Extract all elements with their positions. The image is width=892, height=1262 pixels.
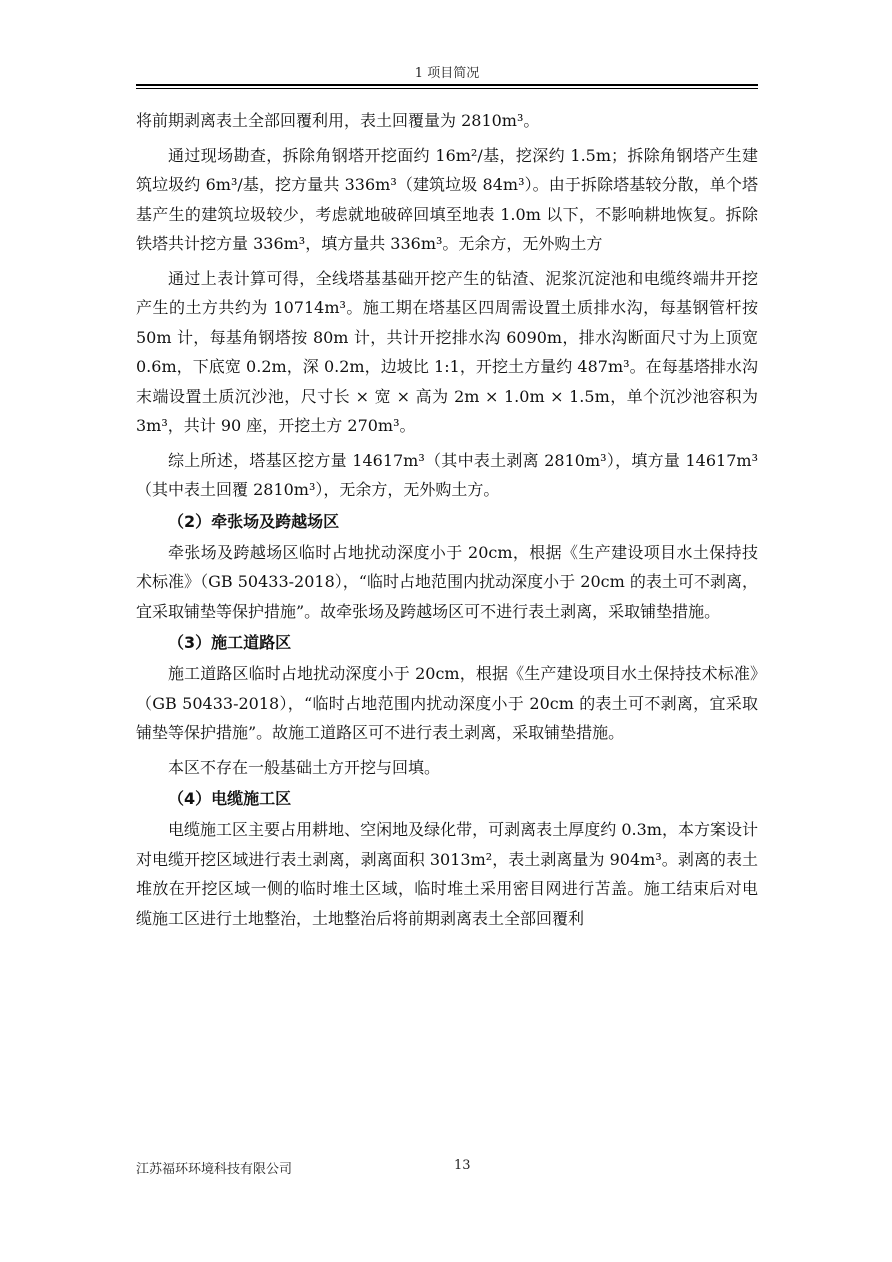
section-heading: （4）电缆施工区 (168, 789, 292, 808)
paragraph: 电缆施工区主要占用耕地、空闲地及绿化带，可剥离表土厚度约 0.3m，本方案设计对电缆开挖区域进行表土剥离，剥离面积 3013m²，表土剥离量为 904m³。剥离的表土堆放在开挖区域一侧的临时堆土区域，临时堆土采用密目网进行苫盖。施工结束后对电缆施工区进行土地整治，土地整治后将前期剥离表土全部回覆利 (136, 820, 758, 928)
company-name: 江苏福环环境科技有限公司 (136, 1162, 293, 1177)
header-rule (136, 84, 758, 86)
paragraph: 将前期剥离表土全部回覆利用，表土回覆量为 2810m³。 (136, 111, 540, 130)
running-header: 1 项目简况 (414, 66, 480, 81)
paragraph: 综上所述，塔基区挖方量 14617m³（其中表土剥离 2810m³），填方量 14617m³（其中表土回覆 2810m³），无余方，无外购土方。 (136, 450, 758, 499)
paragraph: 施工道路区临时占地扰动深度小于 20cm，根据《生产建设项目水土保持技术标准》（GB 50433-2018），“临时占地范围内扰动深度小于 20cm 的表土可不剥离，宜采取铺垫等保护措施”。故施工道路区可不进行表土剥离，采取铺垫措施。 (136, 664, 758, 742)
section-heading: （2）牵张场及跨越场区 (168, 511, 340, 531)
page-number: 13 (454, 1158, 471, 1173)
section-heading: （3）施工道路区 (168, 633, 292, 652)
paragraph: 牵张场及跨越场区临时占地扰动深度小于 20cm，根据《生产建设项目水土保持技术标准》（GB 50433-2018），“临时占地范围内扰动深度小于 20cm 的表土可不剥离，宜采取铺垫等保护措施”。故牵张场及跨越场区可不进行表土剥离，采取铺垫措施。 (136, 542, 758, 621)
paragraph: 通过上表计算可得，全线塔基基础开挖产生的钻渣、泥浆沉淀池和电缆终端井开挖产生的土方共约为 10714m³。施工期在塔基区四周需设置土质排水沟，每基钢管杆按 50m 计，每基角钢塔按 80m 计，共计开挖排水沟 6090m，排水沟断面尺寸为上顶宽 0.6m，下底宽 0.2m，深 0.2m，边坡比 1:1，开挖土方量约 487m³。在每基塔排水沟末端设置土质沉沙池，尺寸长 × 宽 × 高为 2m × 1.0m × 1.5m，单个沉沙池容积为 3m³，共计 90 座，开挖土方 270m³。 (136, 268, 758, 435)
page-body (136, 106, 758, 933)
header-rule-thin (136, 88, 758, 89)
paragraph: 通过现场勘查，拆除角钢塔开挖面约 16m²/基，挖深约 1.5m；拆除角钢塔产生建筑垃圾约 6m³/基，挖方量共 336m³（建筑垃圾 84m³）。由于拆除塔基较分散，单个塔基产生的建筑垃圾较少，考虑就地破碎回填至地表 1.0m 以下，不影响耕地恢复。拆除铁塔共计挖方量 336m³，填方量共 336m³。无余方，无外购土方 (136, 145, 758, 253)
paragraph: 本区不存在一般基础土方开挖与回填。 (168, 757, 441, 777)
